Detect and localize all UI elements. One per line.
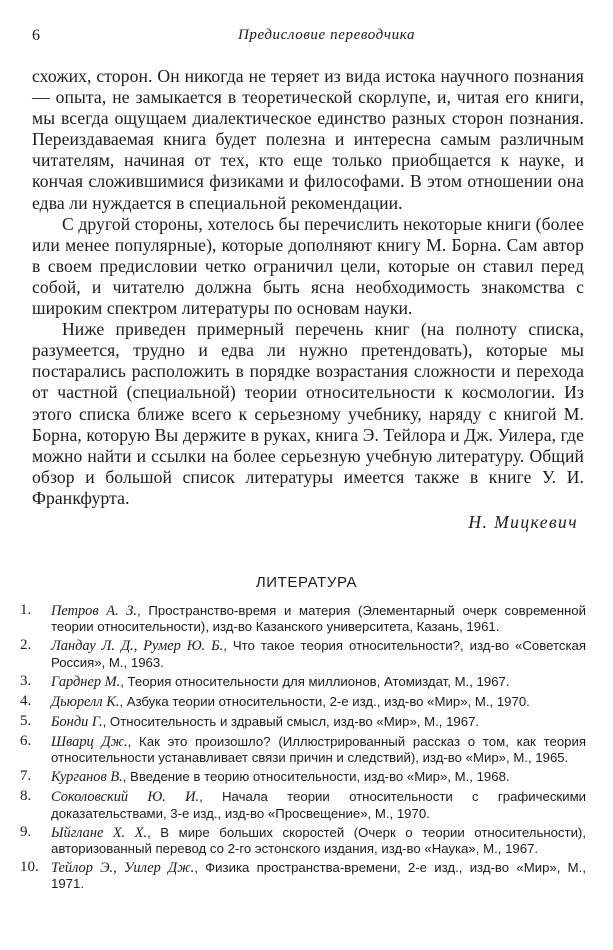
reference-text: , Физика пространства-времени, 2-е изд., изд-во «Мир», М., 1971. xyxy=(51,860,586,892)
page-header xyxy=(26,27,587,49)
reference-number: 9. xyxy=(20,823,32,840)
reference-number: 3. xyxy=(20,672,32,689)
reference-author: Курганов В. xyxy=(51,769,123,786)
reference-text: , Начала теории относительности с графическими доказательствами, 3-е изд., изд-во «Просвещение», М., 1970. xyxy=(51,789,586,821)
paragraph-2: С другой стороны, хотелось бы перечислить некоторые книги (более или менее популярные), которые дополняют книгу М. Борна. Сам автор в своем предисловии четко ограничил цели, которые он ставил перед собой, и читателю должна быть ясна необходимость знакомства с широким спектром литературы по основам науки. xyxy=(32,213,585,319)
reference-item xyxy=(20,825,586,857)
reference-item xyxy=(20,714,586,730)
paragraph-3: Ниже приведен примерный перечень книг (на полноту списка, разумеется, трудно и едва ли нужно претендовать), которые мы постарались расположить в порядке возрастания сложности и перехода от частной (специальной) теории относительности к космологии. Из этого списка ближе всего к серьезному учебнику, наряду с книгой М. Борна, которую Вы держите в руках, книга Э. Тейлора и Дж. Уилера, где можно найти и ссылки на более серьезную учебную литературу. Общий обзор и большой список литературы имеется также в книге У. И. Франкфурта. xyxy=(32,319,585,508)
reference-text: , Теория относительности для миллионов, Атомиздат, М., 1967. xyxy=(120,673,510,689)
reference-text: , Что такое теория относительности?, изд-во «Советская Россия», М., 1963. xyxy=(51,638,587,670)
paragraph-1: схожих, сторон. Он никогда не теряет из вида истока научного познания — опыта, не замыкается в теоретической скорлупе, и, читая его книги, мы всегда ощущаем диалектическое единство разных сторон познания. Переиздаваемая книга будет полезна и интересна самым различным читателям, начиная от тех, кто еще только приобщается к науке, и кончая сложившимися физиками и философами. В этом отношении она едва ли нуждается в специальной рекомендации. xyxy=(32,66,584,213)
reference-number: 10. xyxy=(20,859,39,876)
reference-text: , В мире больших скоростей (Очерк о теории относительности), авторизованный перевод со 2-го эстонского издания, изд-во «Наука», М., 1967. xyxy=(51,824,586,857)
reference-author: Тейлор Э., Уилер Дж. xyxy=(51,860,195,877)
reference-number: 7. xyxy=(20,768,32,785)
reference-author: Дьюрелл К. xyxy=(51,693,120,710)
page-number: 6 xyxy=(32,27,40,44)
reference-item xyxy=(20,638,586,670)
translator-signature: Н. Мицкевич xyxy=(468,511,578,532)
reference-author: Шварц Дж. xyxy=(51,733,128,750)
reference-item xyxy=(20,860,586,892)
reference-author: Ыйглане Х. Х. xyxy=(51,824,148,841)
reference-item xyxy=(20,769,586,785)
reference-number: 4. xyxy=(20,692,32,709)
reference-text: , Относительность и здравый смысл, изд-во «Мир», М., 1967. xyxy=(102,713,480,729)
reference-item xyxy=(20,603,586,635)
reference-text: , Как это произошло? (Иллюстрированный рассказ о том, как теория относительности устанавливает связи причин и следствий), изд-во «Мир», М., 1965. xyxy=(51,733,586,766)
reference-author: Бонди Г. xyxy=(51,713,103,730)
reference-item xyxy=(20,674,586,690)
literature-list xyxy=(20,603,586,895)
reference-author: Соколовский Ю. И. xyxy=(51,789,200,806)
literature-heading: ЛИТЕРАТУРА xyxy=(255,574,358,591)
reference-number: 2. xyxy=(20,637,32,654)
reference-item xyxy=(20,734,586,766)
reference-text: , Введение в теорию относительности, изд-во «Мир», М., 1968. xyxy=(122,769,510,785)
reference-number: 8. xyxy=(20,788,32,805)
reference-number: 6. xyxy=(20,732,32,749)
reference-text: , Азбука теории относительности, 2-е изд., изд-во «Мир», М., 1970. xyxy=(119,693,530,709)
reference-text: , Пространство-время и материя (Элементарный очерк современной теории относительности), изд-во Казанского университета, Казань, 1961. xyxy=(51,603,586,635)
reference-item xyxy=(20,694,586,710)
reference-number: 1. xyxy=(20,602,32,618)
running-title: Предисловие переводчика xyxy=(237,27,416,43)
reference-author: Ландау Л. Д., Румер Ю. Б. xyxy=(51,638,224,655)
preface-body xyxy=(32,66,584,533)
reference-item xyxy=(20,789,586,821)
reference-author: Гарднер М. xyxy=(51,673,121,690)
reference-number: 5. xyxy=(20,712,32,729)
reference-author: Петров А. З. xyxy=(51,603,138,619)
